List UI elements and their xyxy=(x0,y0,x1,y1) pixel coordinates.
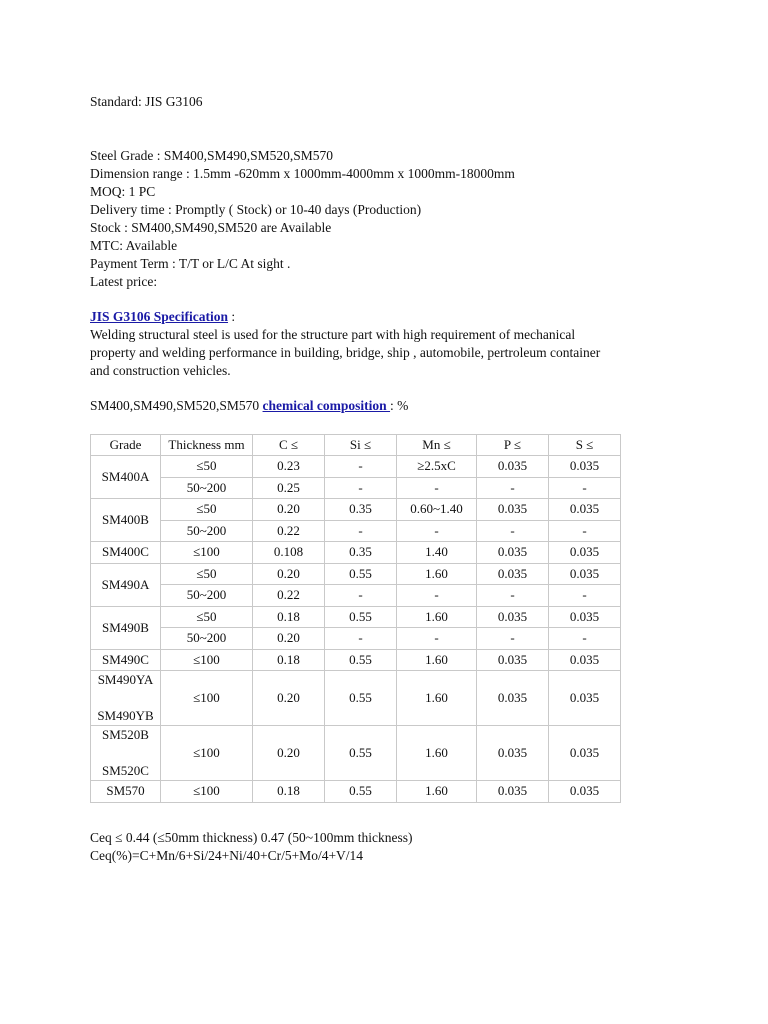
grade-cell: SM490C xyxy=(91,649,161,671)
table-cell: 1.60 xyxy=(397,563,477,585)
table-cell: 0.035 xyxy=(549,649,621,671)
table-cell: 0.55 xyxy=(325,781,397,803)
table-cell: - xyxy=(477,628,549,650)
table-cell: 0.25 xyxy=(253,477,325,499)
table-row xyxy=(91,563,621,585)
table-header-row xyxy=(91,435,621,456)
table-cell: 0.035 xyxy=(477,563,549,585)
table-cell: ≤50 xyxy=(161,499,253,521)
table-header-cell: C ≤ xyxy=(253,435,325,456)
table-cell: 0.035 xyxy=(549,726,621,781)
table-cell: 0.22 xyxy=(253,520,325,542)
table-row xyxy=(91,628,621,650)
table-row xyxy=(91,671,621,726)
table-header-cell: Thickness mm xyxy=(161,435,253,456)
table-row xyxy=(91,477,621,499)
table-cell: 0.20 xyxy=(253,671,325,726)
spec-steel-grade: Steel Grade : SM400,SM490,SM520,SM570 xyxy=(90,148,334,163)
table-cell: 0.035 xyxy=(549,542,621,564)
table-cell: - xyxy=(325,585,397,607)
table-cell: 1.60 xyxy=(397,781,477,803)
table-cell: 0.20 xyxy=(253,726,325,781)
spec-heading xyxy=(90,308,235,326)
table-cell: 0.035 xyxy=(549,499,621,521)
table-cell: 50~200 xyxy=(161,585,253,607)
table-cell: 0.35 xyxy=(325,499,397,521)
table-cell: 0.18 xyxy=(253,606,325,628)
grade-cell: SM570 xyxy=(91,781,161,803)
grade-cell: SM490A xyxy=(91,563,161,606)
table-cell: 0.35 xyxy=(325,542,397,564)
table-cell: 0.55 xyxy=(325,606,397,628)
table-cell: 0.035 xyxy=(477,671,549,726)
table-row xyxy=(91,456,621,478)
table-cell: 0.22 xyxy=(253,585,325,607)
table-cell: 1.40 xyxy=(397,542,477,564)
table-cell: 50~200 xyxy=(161,520,253,542)
grade-name-alt: SM490YB xyxy=(97,708,154,723)
jis-specification-link[interactable]: JIS G3106 Specification xyxy=(90,309,229,324)
table-row xyxy=(91,520,621,542)
table-cell: 0.035 xyxy=(549,456,621,478)
chemical-composition-link[interactable]: chemical composition xyxy=(262,398,391,413)
chem-heading-prefix: SM400,SM490,SM520,SM570 xyxy=(90,398,263,413)
table-cell: 0.035 xyxy=(477,781,549,803)
grade-cell xyxy=(91,671,161,726)
table-cell: 0.60~1.40 xyxy=(397,499,477,521)
grade-cell: SM400B xyxy=(91,499,161,542)
footnote-ceq-limit: Ceq ≤ 0.44 (≤50mm thickness) 0.47 (50~100mm thickness) xyxy=(90,830,413,845)
spec-mtc: MTC: Available xyxy=(90,238,178,253)
table-cell: 0.55 xyxy=(325,649,397,671)
table-cell: 0.55 xyxy=(325,563,397,585)
table-cell: - xyxy=(477,585,549,607)
table-cell: ≤100 xyxy=(161,542,253,564)
grade-name: SM520B xyxy=(102,727,149,742)
table-cell: - xyxy=(549,520,621,542)
table-cell: - xyxy=(477,477,549,499)
table-cell: 0.035 xyxy=(549,781,621,803)
grade-cell: SM490B xyxy=(91,606,161,649)
table-cell: - xyxy=(325,520,397,542)
description-line-1: Welding structural steel is used for the structure part with high requirement of mechanical xyxy=(90,327,576,342)
grade-cell: SM400C xyxy=(91,542,161,564)
table-cell: 0.23 xyxy=(253,456,325,478)
spec-latest-price: Latest price: xyxy=(90,274,158,289)
chem-heading-suffix: : % xyxy=(390,398,409,413)
spec-delivery-time: Delivery time : Promptly ( Stock) or 10-40 days (Production) xyxy=(90,202,422,217)
spec-moq: MOQ: 1 PC xyxy=(90,184,156,199)
table-cell: 0.55 xyxy=(325,726,397,781)
table-cell: 50~200 xyxy=(161,477,253,499)
chem-heading xyxy=(90,397,408,415)
table-cell: 0.035 xyxy=(477,649,549,671)
table-cell: - xyxy=(477,520,549,542)
spec-dimension-range: Dimension range : 1.5mm -620mm x 1000mm-4000mm x 1000mm-18000mm xyxy=(90,166,515,181)
grade-cell: SM400A xyxy=(91,456,161,499)
table-row xyxy=(91,542,621,564)
spec-heading-suffix: : xyxy=(228,309,236,324)
grade-dual xyxy=(91,726,160,780)
table-row xyxy=(91,781,621,803)
table-cell: 1.60 xyxy=(397,649,477,671)
table-cell: - xyxy=(549,477,621,499)
table-cell: ≤50 xyxy=(161,563,253,585)
table-cell: 50~200 xyxy=(161,628,253,650)
table-cell: 1.60 xyxy=(397,671,477,726)
table-cell: 0.20 xyxy=(253,628,325,650)
table-cell: 0.035 xyxy=(477,542,549,564)
table-header-cell: S ≤ xyxy=(549,435,621,456)
grade-name-alt: SM520C xyxy=(102,763,149,778)
table-cell: 0.20 xyxy=(253,499,325,521)
description-line-3: and construction vehicles. xyxy=(90,363,231,378)
table-cell: ≤100 xyxy=(161,671,253,726)
table-cell: - xyxy=(397,585,477,607)
table-cell: - xyxy=(397,628,477,650)
grade-cell xyxy=(91,726,161,781)
table-cell: 0.108 xyxy=(253,542,325,564)
table-header-cell: Grade xyxy=(91,435,161,456)
table-cell: ≤100 xyxy=(161,781,253,803)
table-cell: 0.035 xyxy=(549,671,621,726)
table-cell: 1.60 xyxy=(397,606,477,628)
grade-name: SM490YA xyxy=(97,672,154,687)
grade-dual xyxy=(91,671,160,725)
table-cell: 0.55 xyxy=(325,671,397,726)
table-cell: - xyxy=(325,628,397,650)
table-cell: ≥2.5xC xyxy=(397,456,477,478)
table-row xyxy=(91,585,621,607)
table-cell: 0.035 xyxy=(549,563,621,585)
table-cell: ≤100 xyxy=(161,726,253,781)
table-header-cell: Si ≤ xyxy=(325,435,397,456)
table-cell: - xyxy=(325,477,397,499)
table-cell: 0.18 xyxy=(253,649,325,671)
table-cell: 0.035 xyxy=(477,726,549,781)
table-row xyxy=(91,726,621,781)
chemical-composition-table xyxy=(90,434,621,803)
table-row xyxy=(91,649,621,671)
table-cell: - xyxy=(325,456,397,478)
spec-stock: Stock : SM400,SM490,SM520 are Available xyxy=(90,220,332,235)
description-line-2: property and welding performance in building, bridge, ship , automobile, pertroleum container xyxy=(90,345,601,360)
table-cell: 0.20 xyxy=(253,563,325,585)
table-cell: 0.035 xyxy=(549,606,621,628)
spec-payment-term: Payment Term : T/T or L/C At sight . xyxy=(90,256,291,271)
table-cell: - xyxy=(549,628,621,650)
table-cell: 1.60 xyxy=(397,726,477,781)
table-header-cell: P ≤ xyxy=(477,435,549,456)
table-header-cell: Mn ≤ xyxy=(397,435,477,456)
table-cell: ≤50 xyxy=(161,606,253,628)
table-cell: - xyxy=(397,477,477,499)
table-cell: - xyxy=(549,585,621,607)
table-cell: 0.18 xyxy=(253,781,325,803)
table-cell: ≤50 xyxy=(161,456,253,478)
standard-line: Standard: JIS G3106 xyxy=(90,94,203,109)
table-cell: 0.035 xyxy=(477,456,549,478)
table-cell: 0.035 xyxy=(477,606,549,628)
table-cell: 0.035 xyxy=(477,499,549,521)
table-row xyxy=(91,499,621,521)
table-cell: - xyxy=(397,520,477,542)
table-row xyxy=(91,606,621,628)
table-cell: ≤100 xyxy=(161,649,253,671)
footnote-ceq-formula: Ceq(%)=C+Mn/6+Si/24+Ni/40+Cr/5+Mo/4+V/14 xyxy=(90,848,364,863)
